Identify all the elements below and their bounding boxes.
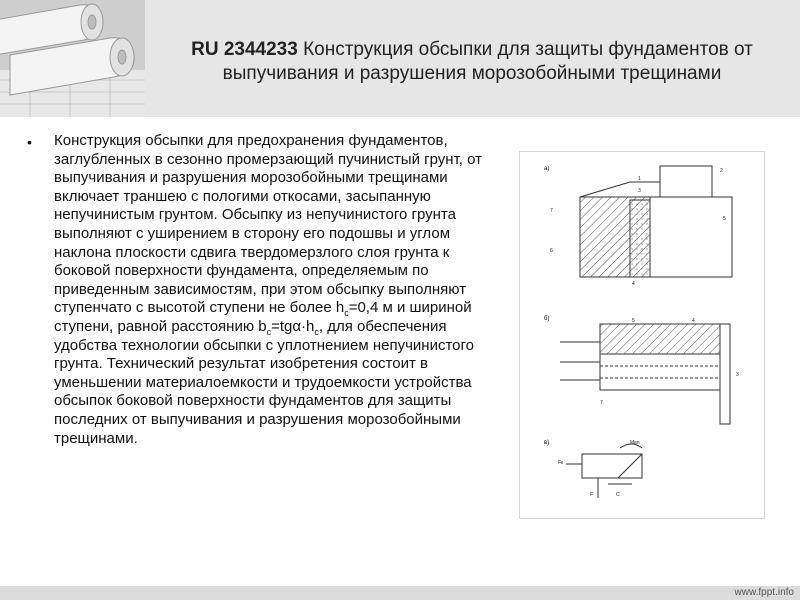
fig-c-force: F (590, 492, 594, 498)
footer-band (0, 586, 800, 600)
subscript-c-2: c (266, 326, 272, 337)
fig-a-num-7: 7 (550, 208, 553, 214)
patent-drawing (519, 151, 765, 519)
patent-number: RU 2344233 (191, 39, 298, 60)
blueprint-rolls-image (0, 0, 145, 117)
slide-title (152, 38, 792, 86)
subscript-c-3: c (314, 326, 319, 337)
fig-b-num-3: 3 (736, 372, 739, 378)
subscript-c-1: c (344, 308, 349, 319)
title-text: Конструкция обсыпки для защиты фундаментов от выпучивания и разрушения морозобойными трещинами (222, 39, 753, 84)
fig-a-num-6: 6 (550, 248, 553, 254)
fig-b-num-5: 5 (632, 318, 635, 324)
text-part-2: =0,4 м и шириной ступени, равной расстоянию b (54, 299, 472, 335)
text-part-1: Конструкция обсыпки для предохранения фундаментов, заглубленных в сезонно промерзающий пучинистый грунт, от выпучивания и разрушения морозобойными трещинами включает траншею с пологими откосами, засыпанную непучинистым грунтом. Обсыпку из непучинистого грунта выполняют с уширением в сторону его подошвы и углом наклона плоскости сдвига твердомерзлого слоя грунта к боковой поверхности фундамента, определяемым по приведенным зависимостям, при этом обсыпку выполняют ступенчато с высотой ступени не более h (54, 132, 482, 317)
fig-c-c: C (616, 492, 620, 498)
fig-b-num-4: 4 (692, 318, 695, 324)
fig-a-num-3: 3 (638, 188, 641, 194)
fig-a-num-1: 1 (638, 176, 641, 182)
text-part-4: , для обеспечения удобства технологии обсыпки с уплотнением непучинистого грунта. Технический результат изобретения состоит в уменьшении материалоемкости и трудоемкости устройства обсыпок боковой поверхности фундаментов для защиты последних от выпучивания и разрушения морозобойными трещинами. (54, 317, 474, 447)
fig-c-force-k: Fк (558, 460, 564, 466)
fig-c-label: в) (544, 440, 550, 446)
header-band (0, 0, 800, 117)
fig-a-num-5: 5 (723, 216, 726, 222)
fig-a-label: а) (544, 166, 550, 172)
fig-b-label: б) (544, 316, 550, 322)
text-part-3: =tgα·h (271, 317, 315, 335)
fig-b-num-7: 7 (600, 400, 603, 406)
fig-a-num-2: 2 (720, 168, 723, 174)
bullet-marker: • (27, 134, 32, 150)
fig-c-moment: Mвп (630, 440, 640, 446)
footer-url: www.fppt.info (734, 587, 794, 598)
description-paragraph (54, 132, 494, 448)
fig-a-num-4: 4 (632, 281, 635, 287)
